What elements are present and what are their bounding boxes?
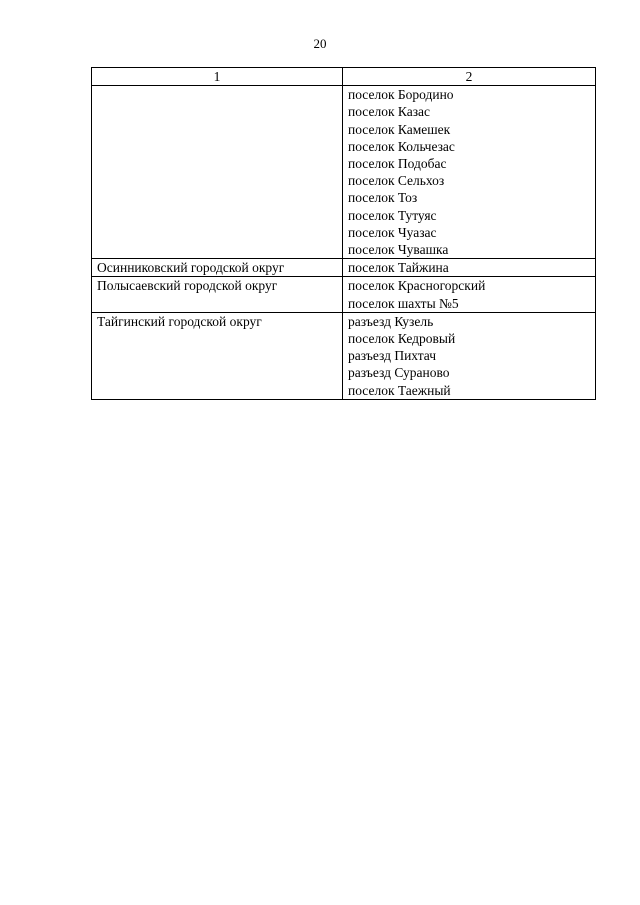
district-cell: Тайгинский городской округ [92, 312, 343, 399]
settlement-name: поселок Чувашка [348, 242, 449, 258]
settlement-name: разъезд Сураново [348, 365, 450, 381]
table-row [92, 312, 596, 399]
settlement-name: поселок Сельхоз [348, 173, 445, 189]
column-header-2: 2 [343, 68, 596, 86]
settlement-name: поселок Камешек [348, 121, 451, 137]
settlement-name: поселок Кольчезас [348, 138, 455, 154]
settlement-name: поселок Бородино [348, 87, 454, 103]
settlement-name: поселок Тайжина [348, 260, 449, 276]
table-row [92, 86, 596, 259]
settlements-cell [343, 86, 596, 259]
settlement-name: поселок Подобас [348, 156, 447, 172]
settlement-name: поселок шахты №5 [348, 295, 459, 311]
settlement-name: поселок Казас [348, 104, 431, 120]
settlement-name: поселок Кедровый [348, 331, 456, 347]
settlements-cell [343, 277, 596, 312]
settlement-name: поселок Красногорский [348, 278, 486, 294]
page-number: 20 [313, 36, 327, 51]
settlement-name: разъезд Кузель [348, 313, 434, 329]
table-header-row [92, 68, 596, 86]
column-header-1: 1 [92, 68, 343, 86]
settlement-name: поселок Тутуяс [348, 207, 437, 223]
district-cell: Осинниковский городской округ [92, 259, 343, 277]
settlement-name: разъезд Пихтач [348, 348, 437, 364]
settlement-name: поселок Таежный [348, 382, 451, 398]
settlements-table [91, 67, 596, 400]
settlement-name: поселок Тоз [348, 190, 418, 206]
settlement-name: поселок Чуазас [348, 224, 437, 240]
district-cell [92, 86, 343, 259]
settlements-cell [343, 312, 596, 399]
table-row [92, 259, 596, 277]
district-cell: Полысаевский городской округ [92, 277, 343, 312]
settlements-cell [343, 259, 596, 277]
table-row [92, 277, 596, 312]
